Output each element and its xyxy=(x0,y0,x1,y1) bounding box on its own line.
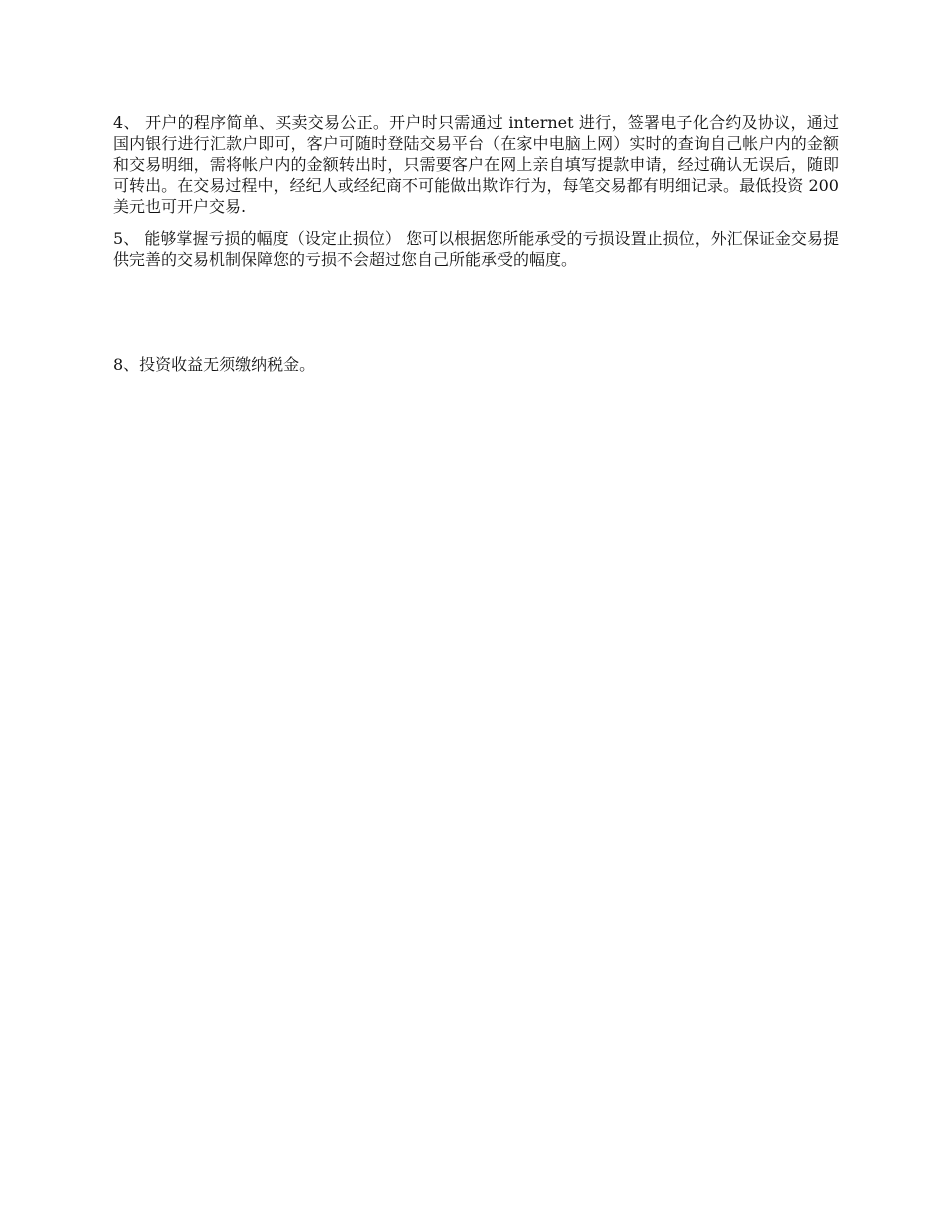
paragraph-8: 8、投资收益无须缴纳税金。 xyxy=(113,355,316,374)
paragraph-5: 5、 能够掌握亏损的幅度（设定止损位） 您可以根据您所能承受的亏损设置止损位，外汇保证金交易提供完善的交易机制保障您的亏损不会超过您自己所能承受的幅度。 xyxy=(113,229,839,269)
paragraph-4: 4、 开户的程序简单、买卖交易公正。开户时只需通过 internet 进行，签署电子化合约及协议，通过国内银行进行汇款户即可，客户可随时登陆交易平台（在家中电脑上网）实时的查询自己帐户内的金额和交易明细，需将帐户内的金额转出时，只需要客户在网上亲自填写提款申请，经过确认无误后，随即可转出。在交易过程中，经纪人或经纪商不可能做出欺诈行为，每笔交易都有明细记录。最低投资 200 美元也可开户交易. xyxy=(113,113,839,216)
document-body xyxy=(113,112,839,375)
